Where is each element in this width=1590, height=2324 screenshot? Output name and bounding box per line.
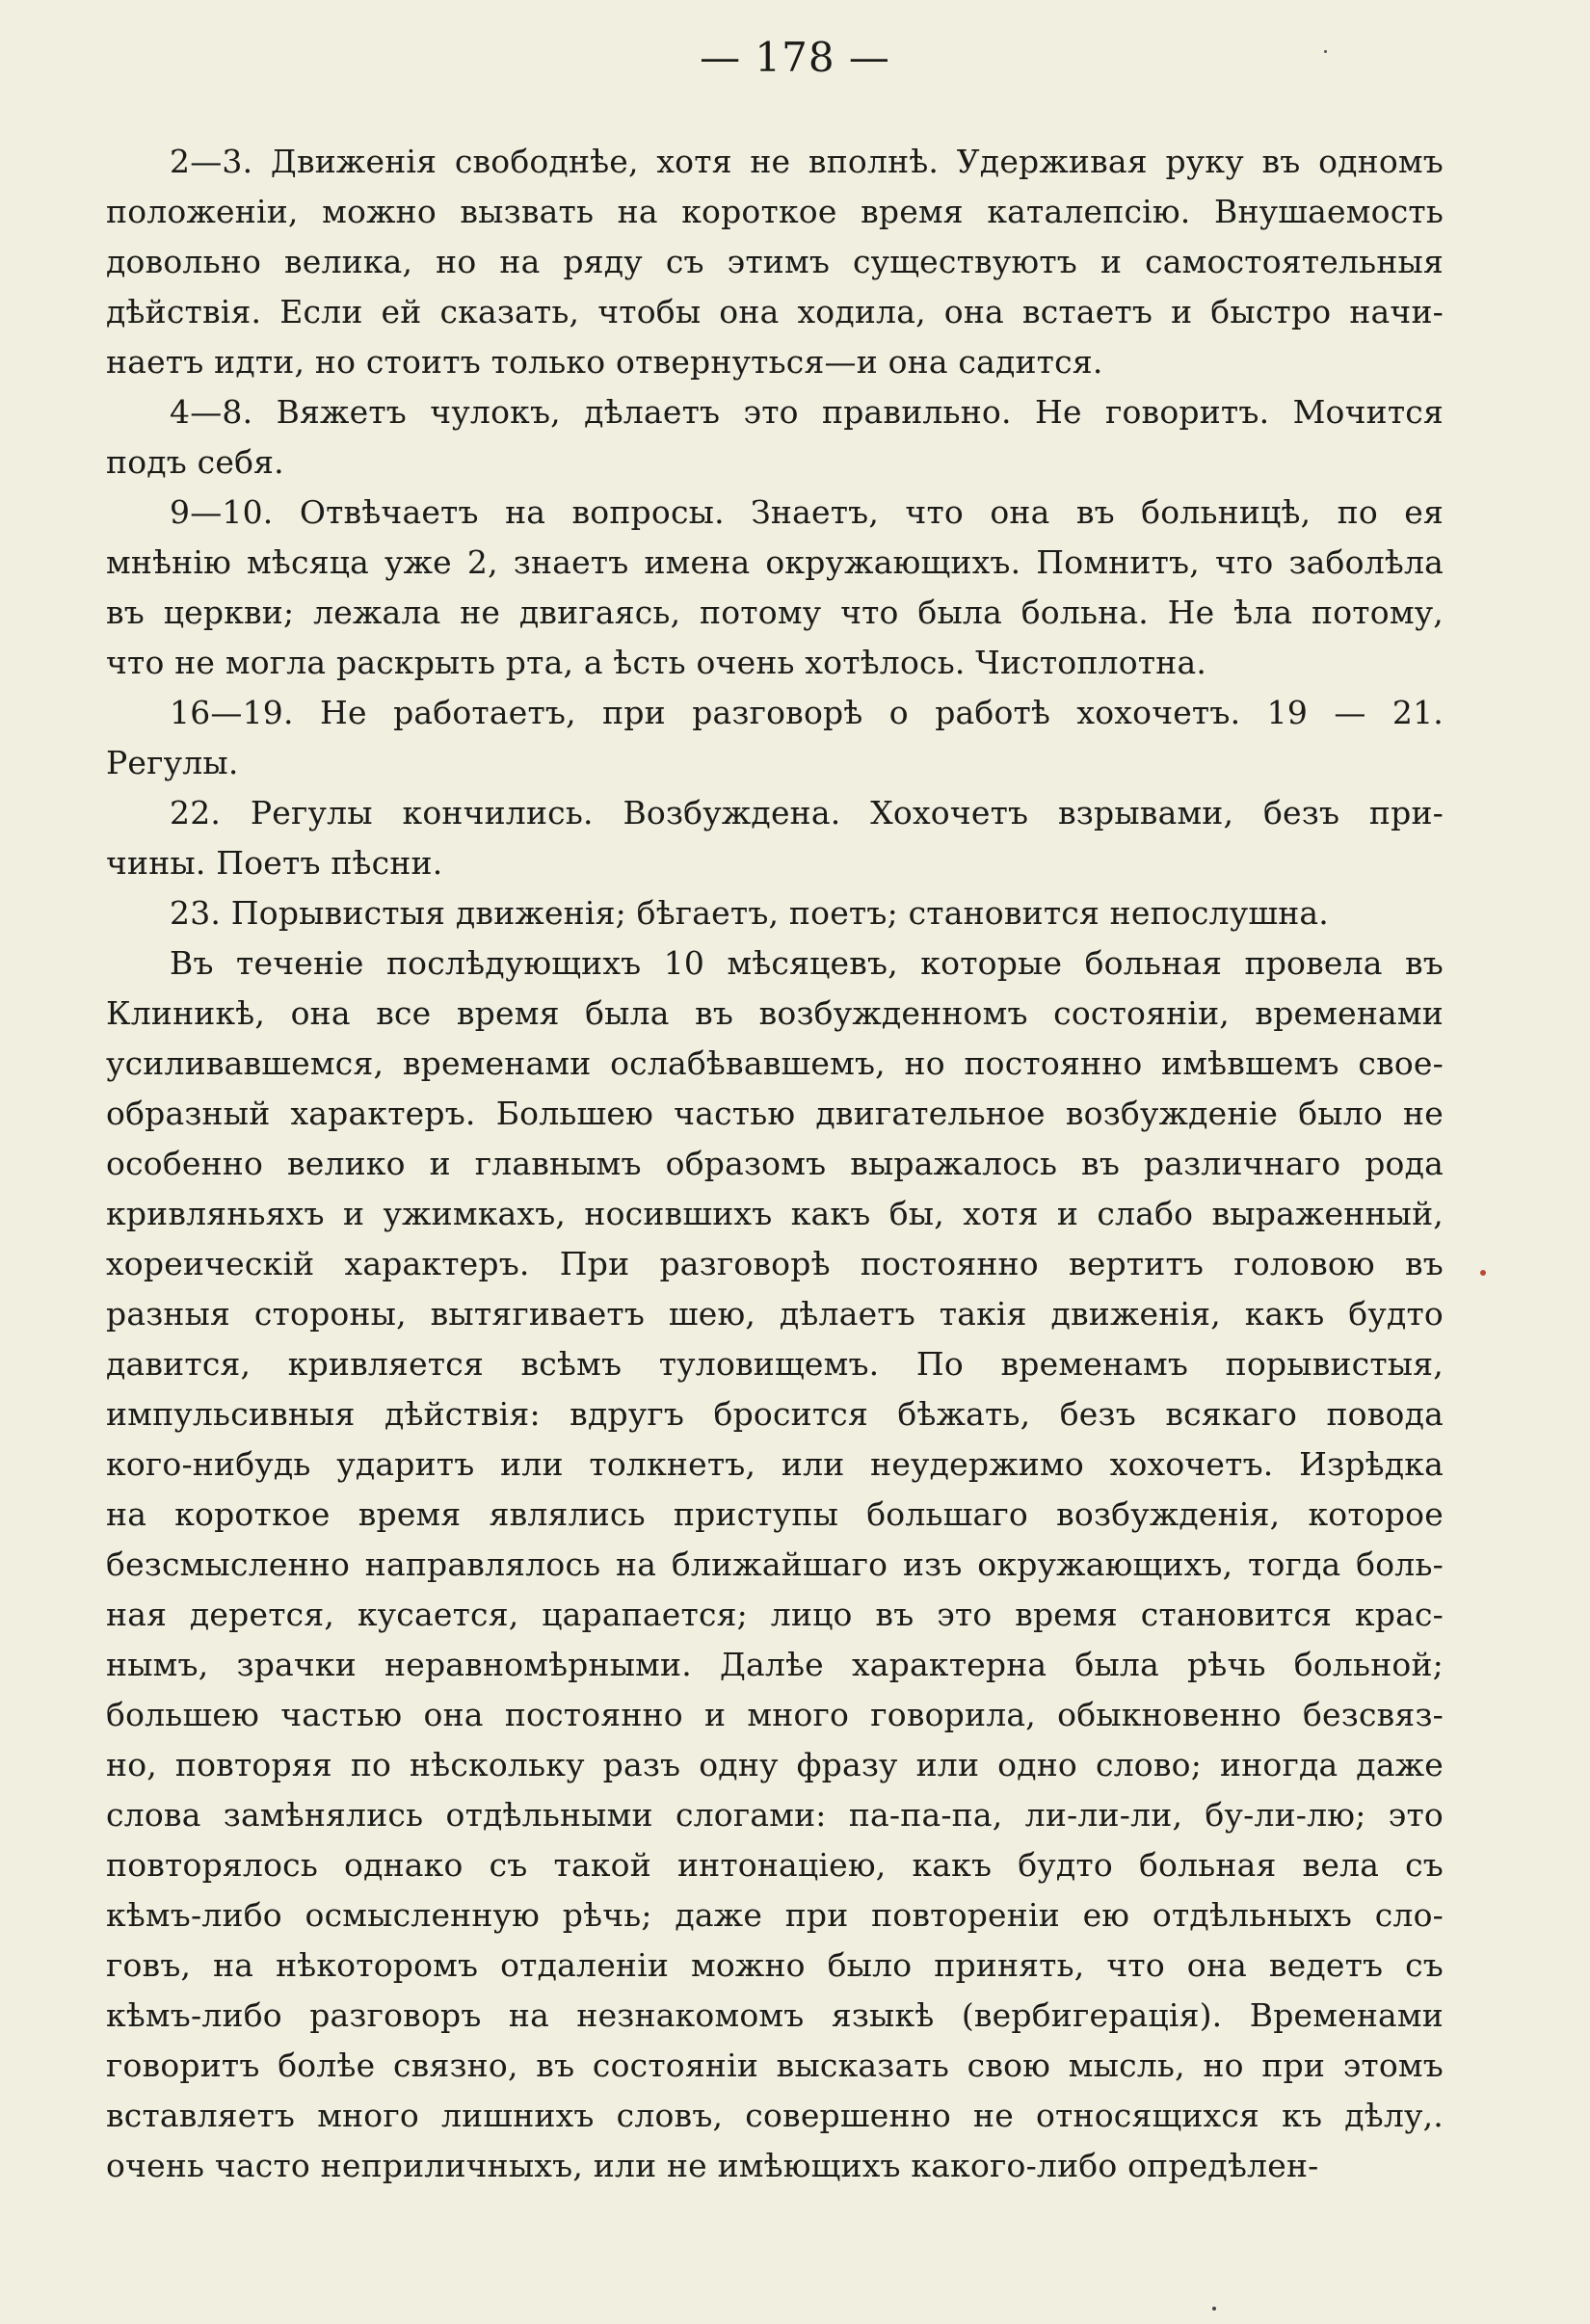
text-line: усиливавшемся, временами ослабѣвавшемъ, но постоянно имѣвшемъ свое- (106, 1044, 1444, 1082)
text-line: Въ теченіе послѣдующихъ 10 мѣсяцевъ, которые больная провела въ (170, 944, 1444, 982)
text-line: на короткое время являлись приступы большаго возбужденія, которое (106, 1495, 1444, 1533)
text-line: особенно велико и главнымъ образомъ выражалось въ различнаго рода (106, 1145, 1444, 1182)
text-line: 22. Регулы кончились. Возбуждена. Хохочетъ взрывами, безъ при- (170, 794, 1444, 832)
ink-speck (1324, 50, 1327, 53)
text-line: положеніи, можно вызвать на короткое время каталепсію. Внушаемость (106, 193, 1444, 230)
ink-speck (1212, 2307, 1216, 2311)
text-line: импульсивныя дѣйствія: вдругъ бросится бѣжать, безъ всякаго повода (106, 1395, 1444, 1433)
text-line: Регулы. (106, 744, 239, 781)
text-line: но, повторяя по нѣскольку разъ одну фразу или одно слово; иногда даже (106, 1746, 1444, 1783)
text-line: большею частью она постоянно и много говорила, обыкновенно безсвяз- (106, 1696, 1444, 1733)
text-line: очень часто неприличныхъ, или не имѣющихъ какого-либо опредѣлен- (106, 2147, 1319, 2184)
text-line: безсмысленно направлялось на ближайшаго изъ окружающихъ, тогда боль- (106, 1545, 1444, 1583)
text-line: разныя стороны, вытягиваетъ шею, дѣлаетъ такія движенія, какъ будто (106, 1295, 1444, 1333)
text-line: наетъ идти, но стоитъ только отвернуться—и она садится. (106, 343, 1103, 381)
text-line: нымъ, зрачки неравномѣрными. Далѣе характерна была рѣчь больной; (106, 1646, 1444, 1683)
body-text (106, 137, 1444, 2191)
text-line: мнѣнію мѣсяца уже 2, знаетъ имена окружающихъ. Помнитъ, что заболѣла (106, 543, 1444, 581)
text-line: дѣйствія. Если ей сказать, чтобы она ходила, она встаетъ и быстро начи- (106, 293, 1444, 330)
text-line: вставляетъ много лишнихъ словъ, совершенно не относящихся къ дѣлу,. (106, 2097, 1444, 2134)
text-line: кѣмъ-либо осмысленную рѣчь; даже при повтореніи ею отдѣльныхъ сло- (106, 1896, 1444, 1934)
text-line: подъ себя. (106, 443, 284, 481)
text-line: хореическій характеръ. При разговорѣ постоянно вертитъ головою въ (106, 1245, 1444, 1282)
text-line: кривляньяхъ и ужимкахъ, носившихъ какъ бы, хотя и слабо выраженный, (106, 1195, 1444, 1232)
text-line: Клиникѣ, она все время была въ возбужденномъ состояніи, временами (106, 994, 1444, 1032)
ink-speck (1480, 1270, 1486, 1276)
text-line: говоритъ болѣе связно, въ состояніи высказать свою мысль, но при этомъ (106, 2047, 1444, 2084)
text-line: ная дерется, кусается, царапается; лицо въ это время становится крас- (106, 1596, 1444, 1633)
text-line: чины. Поетъ пѣсни. (106, 844, 443, 882)
text-line: 23. Порывистыя движенія; бѣгаетъ, поетъ; становится непослушна. (170, 894, 1329, 932)
text-line: довольно велика, но на ряду съ этимъ существуютъ и самостоятельныя (106, 243, 1444, 280)
text-line: 9—10. Отвѣчаетъ на вопросы. Знаетъ, что она въ больницѣ, по ея (170, 493, 1444, 531)
page-number: — 178 — (700, 34, 890, 81)
text-line: 16—19. Не работаетъ, при разговорѣ о работѣ хохочетъ. 19 — 21. (170, 694, 1444, 731)
text-line: повторялось однако съ такой интонаціею, какъ будто больная вела съ (106, 1846, 1444, 1884)
text-line: 2—3. Движенія свободнѣе, хотя не вполнѣ. Удерживая руку въ одномъ (170, 143, 1444, 180)
text-line: 4—8. Вяжетъ чулокъ, дѣлаетъ это правильно. Не говоритъ. Мочится (170, 393, 1444, 431)
text-line: кого-нибудь ударитъ или толкнетъ, или неудержимо хохочетъ. Изрѣдка (106, 1445, 1444, 1483)
text-line: въ церкви; лежала не двигаясь, потому что была больна. Не ѣла потому, (106, 594, 1444, 631)
text-line: говъ, на нѣкоторомъ отдаленіи можно было принять, что она ведетъ съ (106, 1946, 1444, 1984)
text-line: давится, кривляется всѣмъ туловищемъ. По временамъ порывистыя, (106, 1345, 1444, 1383)
text-line: что не могла раскрыть рта, а ѣсть очень хотѣлось. Чистоплотна. (106, 644, 1207, 681)
text-line: образный характеръ. Большею частью двигательное возбужденіе было не (106, 1095, 1444, 1132)
text-line: слова замѣнялись отдѣльными слогами: па-па-па, ли-ли-ли, бу-ли-лю; это (106, 1796, 1444, 1834)
text-line: кѣмъ-либо разговоръ на незнакомомъ языкѣ (вербигерація). Временами (106, 1996, 1444, 2034)
